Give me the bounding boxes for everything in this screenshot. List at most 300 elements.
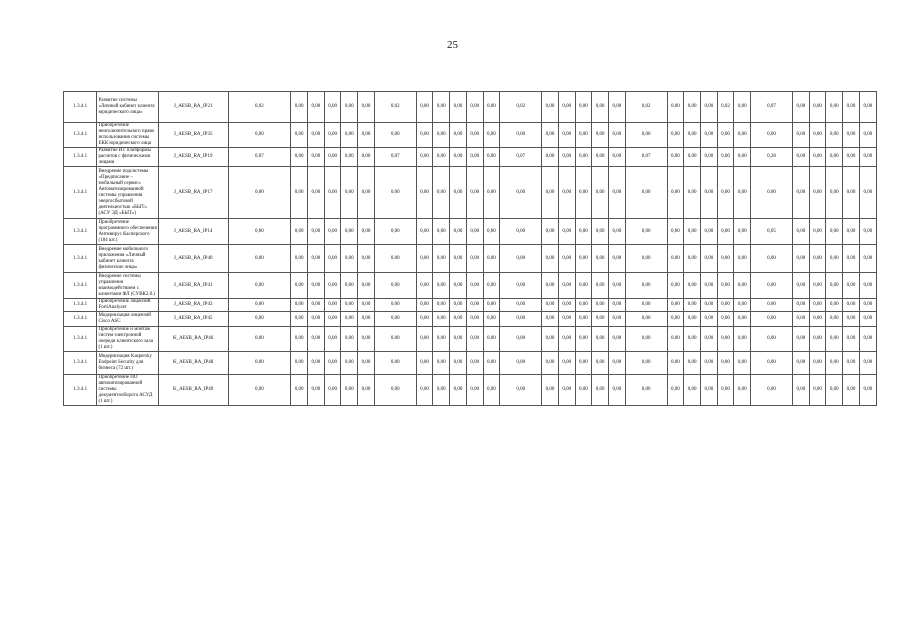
- value-cell: 0,00: [450, 245, 467, 273]
- value-cell: 0,00: [466, 312, 483, 327]
- value-cell: 0,00: [416, 245, 433, 273]
- value-cell: 0,00: [826, 299, 843, 312]
- value-cell: 0,00: [667, 167, 684, 219]
- value-cell: 0,00: [575, 219, 592, 245]
- value-cell: 0,00: [416, 92, 433, 123]
- value-cell: 0,00: [792, 148, 809, 167]
- value-cell: 0,00: [450, 299, 467, 312]
- value-cell: 0,00: [608, 92, 625, 123]
- value-cell: 0,00: [575, 327, 592, 352]
- value-cell: 0,00: [717, 299, 734, 312]
- value-cell: 0,00: [358, 327, 375, 352]
- value-cell: 0,00: [684, 167, 701, 219]
- page-number: 25: [447, 39, 458, 51]
- value-cell: 0,00: [341, 92, 358, 123]
- value-cell: 0,00: [792, 375, 809, 406]
- value-cell: 0,00: [700, 245, 717, 273]
- value-cell: 0,00: [500, 352, 542, 375]
- value-cell: 0,00: [843, 327, 860, 352]
- value-cell: 0,00: [684, 273, 701, 299]
- value-cell: 0,00: [700, 273, 717, 299]
- row-number-cell: 1.3.4.1: [64, 375, 97, 406]
- value-cell: 0,00: [734, 273, 751, 299]
- value-cell: 0,00: [792, 92, 809, 123]
- row-number-cell: 1.3.4.1: [64, 167, 97, 219]
- value-cell: 0,00: [291, 327, 308, 352]
- value-cell: 0,00: [792, 299, 809, 312]
- row-number-cell: 1.3.4.1: [64, 245, 97, 273]
- value-cell: 0,00: [483, 312, 500, 327]
- value-cell: 0,00: [608, 299, 625, 312]
- value-cell: 0,00: [341, 312, 358, 327]
- project-name-cell: Модернизация лицензий Cisco ASC: [97, 312, 158, 327]
- value-cell: 0,00: [826, 273, 843, 299]
- value-cell: 0,00: [809, 375, 826, 406]
- value-cell: 0,00: [466, 375, 483, 406]
- value-cell: 0,00: [374, 299, 416, 312]
- value-cell: 0,00: [433, 123, 450, 148]
- value-cell: 0,07: [228, 148, 291, 167]
- value-cell: 0,05: [751, 219, 793, 245]
- value-cell: 0,00: [416, 299, 433, 312]
- project-code-cell: K_AESB_RA_IP48: [158, 352, 228, 375]
- value-cell: 0,00: [592, 327, 609, 352]
- value-cell: 0,00: [843, 352, 860, 375]
- value-cell: 0,00: [792, 219, 809, 245]
- value-cell: 0,00: [734, 327, 751, 352]
- value-cell: 0,00: [450, 312, 467, 327]
- value-cell: 0,00: [734, 92, 751, 123]
- value-cell: 0,00: [341, 245, 358, 273]
- project-name-cell: Внедрение подсистемы «Предписание – мобильный сервис» Автоматизированной системы управления энергосбытовой деятельностью «БЫТ» (АСУ ЭД «БЫТ»): [97, 167, 158, 219]
- value-cell: 0,00: [324, 219, 341, 245]
- value-cell: 0,00: [542, 245, 559, 273]
- row-number-cell: 1.3.4.1: [64, 327, 97, 352]
- value-cell: 0,02: [374, 92, 416, 123]
- value-cell: 0,00: [500, 123, 542, 148]
- value-cell: 0,00: [307, 92, 324, 123]
- value-cell: 0,00: [843, 167, 860, 219]
- value-cell: 0,00: [483, 245, 500, 273]
- value-cell: 0,00: [466, 245, 483, 273]
- project-name-cell: Приобретение и монтаж систем электронной очереди клиентского зала (1 шт.): [97, 327, 158, 352]
- project-code-cell: J_AESB_RA_IP35: [158, 123, 228, 148]
- value-cell: 0,00: [700, 92, 717, 123]
- value-cell: 0,00: [228, 299, 291, 312]
- value-cell: 0,00: [734, 123, 751, 148]
- value-cell: 0,00: [608, 123, 625, 148]
- value-cell: 0,00: [575, 352, 592, 375]
- value-cell: 0,07: [500, 148, 542, 167]
- value-cell: 0,00: [667, 245, 684, 273]
- value-cell: 0,00: [843, 219, 860, 245]
- value-cell: 0,00: [228, 352, 291, 375]
- value-cell: 0,00: [792, 352, 809, 375]
- value-cell: 0,00: [859, 352, 876, 375]
- value-cell: 0,00: [483, 327, 500, 352]
- value-cell: 0,00: [843, 273, 860, 299]
- value-cell: 0,00: [859, 375, 876, 406]
- value-cell: 0,00: [324, 299, 341, 312]
- value-cell: 0,00: [542, 123, 559, 148]
- value-cell: 0,00: [358, 352, 375, 375]
- value-cell: 0,00: [558, 123, 575, 148]
- value-cell: 0,00: [374, 375, 416, 406]
- value-cell: 0,00: [358, 219, 375, 245]
- value-cell: 0,00: [826, 352, 843, 375]
- table-row: [64, 167, 877, 219]
- value-cell: 0,00: [843, 245, 860, 273]
- value-cell: 0,00: [700, 219, 717, 245]
- value-cell: 0,00: [307, 299, 324, 312]
- value-cell: 0,00: [228, 167, 291, 219]
- value-cell: 0,00: [433, 273, 450, 299]
- value-cell: 0,00: [416, 312, 433, 327]
- value-cell: 0,00: [228, 123, 291, 148]
- value-cell: 0,00: [592, 273, 609, 299]
- value-cell: 0,07: [625, 148, 667, 167]
- value-cell: 0,00: [483, 167, 500, 219]
- value-cell: 0,00: [717, 327, 734, 352]
- value-cell: 0,00: [558, 299, 575, 312]
- value-cell: 0,00: [592, 92, 609, 123]
- value-cell: 0,00: [751, 245, 793, 273]
- value-cell: 0,00: [324, 148, 341, 167]
- value-cell: 0,00: [734, 219, 751, 245]
- value-cell: 0,00: [592, 123, 609, 148]
- row-number-cell: 1.3.4.1: [64, 312, 97, 327]
- value-cell: 0,00: [809, 123, 826, 148]
- value-cell: 0,00: [751, 123, 793, 148]
- row-number-cell: 1.3.4.1: [64, 299, 97, 312]
- value-cell: 0,00: [358, 375, 375, 406]
- value-cell: 0,00: [466, 273, 483, 299]
- value-cell: 0,00: [700, 299, 717, 312]
- value-cell: 0,00: [751, 352, 793, 375]
- value-cell: 0,00: [826, 123, 843, 148]
- value-cell: 0,00: [809, 148, 826, 167]
- value-cell: 0,00: [717, 245, 734, 273]
- value-cell: 0,00: [500, 219, 542, 245]
- value-cell: 0,00: [575, 375, 592, 406]
- project-name-cell: Развитие ИТ платформы расчетов с физическими лицами: [97, 148, 158, 167]
- value-cell: 0,07: [751, 92, 793, 123]
- value-cell: 0,00: [542, 352, 559, 375]
- value-cell: 0,00: [667, 219, 684, 245]
- value-cell: 0,00: [374, 167, 416, 219]
- value-cell: 0,00: [374, 273, 416, 299]
- value-cell: 0,00: [558, 375, 575, 406]
- value-cell: 0,00: [483, 148, 500, 167]
- table-row: [64, 299, 877, 312]
- value-cell: 0,00: [542, 92, 559, 123]
- value-cell: 0,00: [483, 375, 500, 406]
- value-cell: 0,00: [859, 245, 876, 273]
- value-cell: 0,00: [433, 148, 450, 167]
- table-row: [64, 273, 877, 299]
- value-cell: 0,00: [542, 312, 559, 327]
- value-cell: 0,00: [717, 148, 734, 167]
- value-cell: 0,00: [324, 273, 341, 299]
- value-cell: 0,00: [792, 273, 809, 299]
- value-cell: 0,00: [483, 299, 500, 312]
- value-cell: 0,00: [625, 219, 667, 245]
- value-cell: 0,00: [734, 375, 751, 406]
- value-cell: 0,00: [667, 312, 684, 327]
- value-cell: 0,00: [592, 245, 609, 273]
- value-cell: 0,00: [228, 312, 291, 327]
- value-cell: 0,00: [558, 219, 575, 245]
- value-cell: 0,00: [228, 245, 291, 273]
- value-cell: 0,00: [684, 245, 701, 273]
- value-cell: 0,00: [307, 148, 324, 167]
- value-cell: 0,00: [575, 92, 592, 123]
- value-cell: 0,00: [542, 219, 559, 245]
- value-cell: 0,00: [792, 245, 809, 273]
- value-cell: 0,00: [667, 273, 684, 299]
- investment-table: [63, 91, 877, 406]
- table-row: [64, 352, 877, 375]
- value-cell: 0,00: [734, 245, 751, 273]
- value-cell: 0,00: [667, 148, 684, 167]
- value-cell: 0,00: [558, 92, 575, 123]
- table-row: [64, 123, 877, 148]
- value-cell: 0,00: [826, 312, 843, 327]
- value-cell: 0,00: [542, 273, 559, 299]
- value-cell: 0,00: [575, 167, 592, 219]
- value-cell: 0,00: [433, 375, 450, 406]
- value-cell: 0,00: [625, 299, 667, 312]
- value-cell: 0,00: [684, 92, 701, 123]
- value-cell: 0,00: [324, 92, 341, 123]
- value-cell: 0,00: [625, 245, 667, 273]
- value-cell: 0,00: [483, 123, 500, 148]
- value-cell: 0,00: [466, 219, 483, 245]
- value-cell: 0,00: [374, 327, 416, 352]
- value-cell: 0,00: [684, 375, 701, 406]
- value-cell: 0,00: [592, 299, 609, 312]
- value-cell: 0,00: [466, 167, 483, 219]
- value-cell: 0,00: [416, 148, 433, 167]
- value-cell: 0,00: [859, 299, 876, 312]
- row-number-cell: 1.3.4.1: [64, 123, 97, 148]
- value-cell: 0,00: [558, 148, 575, 167]
- project-name-cell: Приобретение лицензий FortiAnalyzer: [97, 299, 158, 312]
- table-row: [64, 327, 877, 352]
- value-cell: 0,02: [717, 92, 734, 123]
- value-cell: 0,00: [416, 219, 433, 245]
- value-cell: 0,00: [483, 273, 500, 299]
- value-cell: 0,28: [751, 148, 793, 167]
- value-cell: 0,00: [859, 327, 876, 352]
- value-cell: 0,00: [792, 123, 809, 148]
- value-cell: 0,00: [625, 375, 667, 406]
- value-cell: 0,00: [809, 245, 826, 273]
- value-cell: 0,00: [592, 312, 609, 327]
- value-cell: 0,00: [291, 167, 308, 219]
- project-code-cell: J_AESB_RA_IP41: [158, 273, 228, 299]
- value-cell: 0,00: [291, 123, 308, 148]
- value-cell: 0,00: [717, 167, 734, 219]
- value-cell: 0,00: [307, 375, 324, 406]
- value-cell: 0,00: [228, 375, 291, 406]
- project-name-cell: Приобретение ПО автоматизированной системы документооборота АСУД (1 шт.): [97, 375, 158, 406]
- value-cell: 0,00: [608, 167, 625, 219]
- value-cell: 0,00: [826, 327, 843, 352]
- value-cell: 0,00: [228, 219, 291, 245]
- value-cell: 0,00: [500, 327, 542, 352]
- value-cell: 0,00: [859, 167, 876, 219]
- value-cell: 0,00: [717, 352, 734, 375]
- value-cell: 0,00: [341, 219, 358, 245]
- value-cell: 0,00: [826, 167, 843, 219]
- value-cell: 0,00: [466, 92, 483, 123]
- value-cell: 0,00: [433, 219, 450, 245]
- value-cell: 0,00: [625, 273, 667, 299]
- value-cell: 0,00: [374, 245, 416, 273]
- project-name-cell: Внедрение мобильного приложения «Личный кабинет клиента физические лица»: [97, 245, 158, 273]
- value-cell: 0,00: [843, 312, 860, 327]
- value-cell: 0,00: [291, 299, 308, 312]
- value-cell: 0,00: [358, 148, 375, 167]
- value-cell: 0,00: [667, 92, 684, 123]
- value-cell: 0,00: [466, 148, 483, 167]
- value-cell: 0,00: [826, 375, 843, 406]
- value-cell: 0,00: [307, 167, 324, 219]
- value-cell: 0,00: [324, 245, 341, 273]
- value-cell: 0,00: [450, 148, 467, 167]
- value-cell: 0,00: [608, 352, 625, 375]
- value-cell: 0,00: [700, 148, 717, 167]
- value-cell: 0,00: [809, 327, 826, 352]
- value-cell: 0,00: [416, 167, 433, 219]
- value-cell: 0,00: [575, 312, 592, 327]
- value-cell: 0,00: [608, 312, 625, 327]
- value-cell: 0,00: [307, 312, 324, 327]
- value-cell: 0,00: [341, 148, 358, 167]
- value-cell: 0,00: [416, 273, 433, 299]
- value-cell: 0,00: [625, 312, 667, 327]
- value-cell: 0,00: [341, 375, 358, 406]
- value-cell: 0,00: [859, 312, 876, 327]
- value-cell: 0,00: [700, 167, 717, 219]
- value-cell: 0,00: [843, 123, 860, 148]
- value-cell: 0,00: [717, 219, 734, 245]
- project-code-cell: K_AESB_RA_IP49: [158, 375, 228, 406]
- value-cell: 0,00: [307, 123, 324, 148]
- value-cell: 0,00: [500, 167, 542, 219]
- value-cell: 0,00: [826, 245, 843, 273]
- value-cell: 0,00: [700, 352, 717, 375]
- value-cell: 0,00: [809, 219, 826, 245]
- value-cell: 0,00: [291, 375, 308, 406]
- value-cell: 0,00: [826, 148, 843, 167]
- value-cell: 0,00: [575, 123, 592, 148]
- value-cell: 0,00: [542, 167, 559, 219]
- value-cell: 0,00: [625, 327, 667, 352]
- value-cell: 0,00: [826, 219, 843, 245]
- value-cell: 0,00: [592, 352, 609, 375]
- project-code-cell: J_AESB_RA_IP45: [158, 312, 228, 327]
- value-cell: 0,07: [374, 148, 416, 167]
- value-cell: 0,00: [358, 245, 375, 273]
- project-code-cell: J_AESB_RA_IP19: [158, 148, 228, 167]
- value-cell: 0,00: [558, 327, 575, 352]
- project-code-cell: J_AESB_RA_IP43: [158, 299, 228, 312]
- value-cell: 0,00: [500, 375, 542, 406]
- value-cell: 0,00: [228, 327, 291, 352]
- value-cell: 0,00: [859, 273, 876, 299]
- value-cell: 0,00: [734, 312, 751, 327]
- value-cell: 0,00: [416, 352, 433, 375]
- value-cell: 0,00: [717, 312, 734, 327]
- project-code-cell: K_AESB_RA_IP46: [158, 327, 228, 352]
- value-cell: 0,00: [700, 312, 717, 327]
- value-cell: 0,00: [575, 273, 592, 299]
- value-cell: 0,00: [324, 352, 341, 375]
- value-cell: 0,00: [307, 273, 324, 299]
- value-cell: 0,00: [684, 327, 701, 352]
- value-cell: 0,00: [291, 219, 308, 245]
- value-cell: 0,00: [809, 92, 826, 123]
- value-cell: 0,00: [608, 219, 625, 245]
- value-cell: 0,00: [558, 273, 575, 299]
- value-cell: 0,00: [751, 273, 793, 299]
- value-cell: 0,00: [341, 273, 358, 299]
- value-cell: 0,00: [625, 167, 667, 219]
- value-cell: 0,00: [450, 167, 467, 219]
- value-cell: 0,00: [684, 219, 701, 245]
- value-cell: 0,00: [734, 148, 751, 167]
- value-cell: 0,00: [684, 352, 701, 375]
- value-cell: 0,00: [667, 352, 684, 375]
- value-cell: 0,00: [374, 219, 416, 245]
- value-cell: 0,00: [358, 167, 375, 219]
- row-number-cell: 1.3.4.1: [64, 92, 97, 123]
- value-cell: 0,00: [324, 123, 341, 148]
- value-cell: 0,00: [291, 92, 308, 123]
- value-cell: 0,00: [625, 352, 667, 375]
- value-cell: 0,00: [717, 273, 734, 299]
- value-cell: 0,00: [358, 123, 375, 148]
- project-code-cell: J_AESB_RA_IP21: [158, 92, 228, 123]
- value-cell: 0,00: [734, 352, 751, 375]
- value-cell: 0,00: [592, 167, 609, 219]
- value-cell: 0,00: [575, 245, 592, 273]
- value-cell: 0,02: [500, 92, 542, 123]
- value-cell: 0,00: [843, 299, 860, 312]
- value-cell: 0,00: [291, 245, 308, 273]
- value-cell: 0,00: [809, 273, 826, 299]
- value-cell: 0,00: [450, 219, 467, 245]
- row-number-cell: 1.3.4.1: [64, 352, 97, 375]
- row-number-cell: 1.3.4.1: [64, 273, 97, 299]
- project-name-cell: Внедрение системы управления взаимодействием с клиентами ФЛ (СУВК2.0.): [97, 273, 158, 299]
- value-cell: 0,00: [592, 375, 609, 406]
- value-cell: 0,00: [608, 148, 625, 167]
- value-cell: 0,00: [625, 123, 667, 148]
- value-cell: 0,00: [684, 299, 701, 312]
- value-cell: 0,00: [542, 299, 559, 312]
- project-code-cell: J_AESB_RA_IP14: [158, 219, 228, 245]
- value-cell: 0,00: [751, 167, 793, 219]
- value-cell: 0,00: [751, 299, 793, 312]
- value-cell: 0,00: [228, 273, 291, 299]
- value-cell: 0,00: [608, 375, 625, 406]
- value-cell: 0,00: [700, 123, 717, 148]
- value-cell: 0,00: [307, 327, 324, 352]
- value-cell: 0,00: [341, 167, 358, 219]
